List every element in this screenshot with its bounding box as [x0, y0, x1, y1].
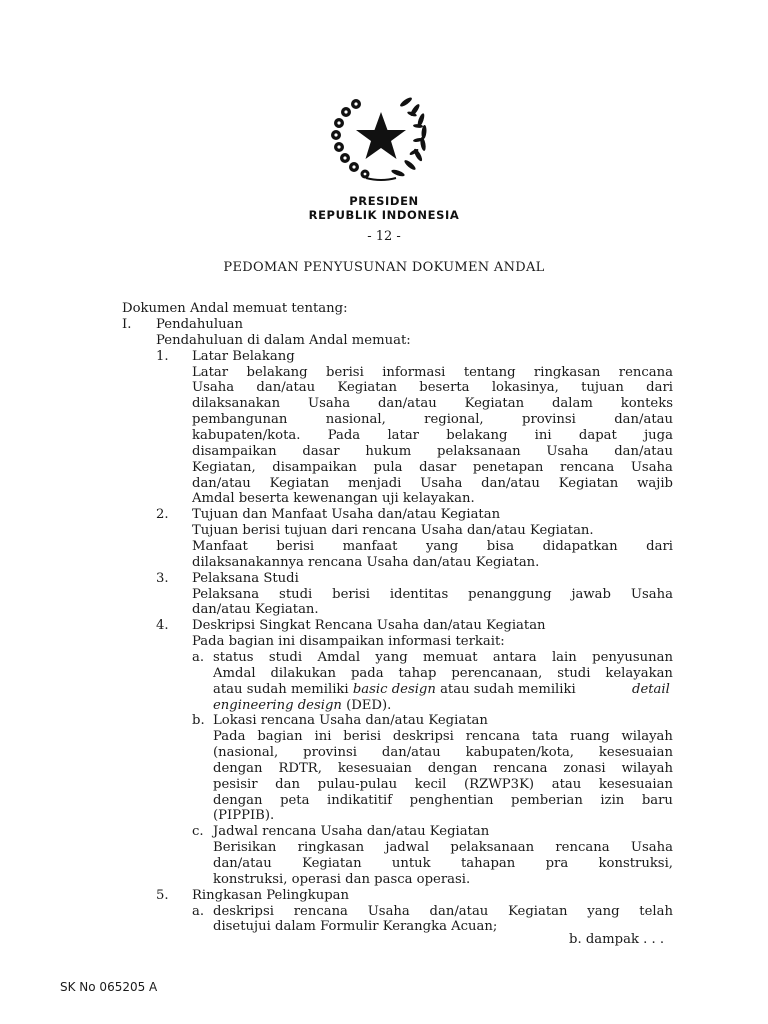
garuda-star-emblem-icon: [326, 90, 436, 185]
word: provinsi: [522, 412, 576, 427]
word: belakang: [446, 428, 508, 443]
word: konteks: [620, 396, 673, 411]
word: baru: [641, 793, 673, 808]
paragraph-line: dan/atau Kegiatan.: [192, 602, 319, 617]
word: beserta: [419, 380, 470, 395]
word: dalam: [551, 396, 593, 411]
paragraph-line: [213, 793, 673, 809]
word: berisi: [343, 729, 382, 744]
word: Pada: [327, 428, 361, 443]
word: kecil: [414, 777, 447, 792]
word: perencanaan,: [451, 666, 543, 681]
word: berisi: [326, 365, 364, 380]
word: zonasi: [563, 761, 606, 776]
word: ini: [534, 428, 552, 443]
word: bagian: [257, 729, 303, 744]
word: provinsi: [303, 745, 357, 760]
word: Amdal: [317, 650, 361, 665]
word: belakang: [246, 365, 308, 380]
item-number: 4.: [156, 618, 169, 633]
word: penetapan: [472, 460, 544, 475]
word: dari: [646, 380, 673, 395]
subitem-title: Lokasi rencana Usaha dan/atau Kegiatan: [213, 713, 488, 728]
paragraph-line: (PIPPIB).: [213, 808, 275, 823]
paragraph-line: [213, 745, 673, 761]
word: deskripsi: [213, 904, 274, 919]
word: latar: [387, 428, 419, 443]
item-number: 5.: [156, 888, 169, 903]
item-title: Ringkasan Pelingkupan: [192, 888, 349, 903]
paragraph-line: [192, 476, 673, 492]
paragraph-line: engineering design (DED).: [213, 698, 392, 713]
paragraph-line: [213, 840, 673, 856]
word: deskripsi: [392, 729, 454, 744]
subitem-letter: c.: [192, 824, 204, 839]
word: telah: [639, 904, 673, 919]
paragraph-line: [192, 444, 673, 460]
word: Kegiatan: [508, 904, 568, 919]
item-lead: Pada bagian ini disampaikan informasi terkait:: [192, 634, 505, 649]
paragraph-line: [192, 539, 673, 555]
paragraph-line: [213, 856, 673, 872]
word: tata: [531, 729, 559, 744]
word: dan/atau: [481, 476, 540, 491]
word: pemberian: [511, 793, 583, 808]
word: Kegiatan: [558, 476, 619, 491]
section-title: Pendahuluan: [156, 317, 243, 332]
word: didapatkan: [542, 539, 618, 554]
word: dan/atau: [614, 444, 673, 459]
word: dari: [646, 539, 673, 554]
word: rencana: [555, 840, 610, 855]
word: Amdal: [213, 666, 256, 681]
section-number: I.: [122, 317, 132, 332]
paragraph-line: [192, 365, 673, 381]
word: yang: [425, 539, 459, 554]
basic-design-term: basic design: [352, 682, 436, 697]
word: dan: [275, 777, 300, 792]
item-title: Pelaksana Studi: [192, 571, 299, 586]
word: dan/atau: [381, 745, 441, 760]
intro-text: Dokumen Andal memuat tentang:: [122, 301, 348, 316]
word: pesisir: [213, 777, 258, 792]
word: pelaksanaan: [450, 840, 535, 855]
item-title: Deskripsi Singkat Rencana Usaha dan/atau Kegiatan: [192, 618, 546, 633]
paragraph-line: [192, 412, 673, 428]
word: pulau-pulau: [317, 777, 398, 792]
word: studi: [279, 587, 313, 602]
word: dan/atau: [377, 396, 437, 411]
word: regional,: [424, 412, 484, 427]
word: bisa: [486, 539, 515, 554]
word: (RZWP3K): [464, 777, 535, 792]
word: Berisikan: [213, 840, 277, 855]
word: nasional,: [325, 412, 386, 427]
word: lain: [551, 650, 577, 665]
word: disampaikan: [272, 460, 357, 475]
word: atau: [551, 777, 582, 792]
word: peta: [280, 793, 310, 808]
word: rencana: [560, 460, 615, 475]
subitem-title: Jadwal rencana Usaha dan/atau Kegiatan: [213, 824, 490, 839]
word: rencana: [465, 729, 520, 744]
paragraph-line: [213, 729, 673, 745]
word: Manfaat: [192, 539, 248, 554]
word: Latar: [192, 365, 229, 380]
word: dan/atau: [192, 476, 251, 491]
paragraph-line: Tujuan berisi tujuan dari rencana Usaha dan/atau Kegiatan.: [192, 523, 594, 538]
paragraph-line: konstruksi, operasi dan pasca operasi.: [213, 872, 471, 887]
word: Kegiatan: [337, 380, 397, 395]
paragraph-line: [213, 761, 673, 777]
item-title: Tujuan dan Manfaat Usaha dan/atau Kegiatan: [192, 507, 501, 522]
word: disampaikan: [192, 444, 277, 459]
word: jadwal: [385, 840, 430, 855]
subitem-letter: b.: [192, 713, 205, 728]
word: manfaat: [342, 539, 398, 554]
paragraph-line: dilaksanakannya rencana Usaha dan/atau Kegiatan.: [192, 555, 540, 570]
word: dengan: [427, 761, 478, 776]
word: Usaha: [546, 444, 589, 459]
word: penyusunan: [592, 650, 673, 665]
word: penanggung: [468, 587, 552, 602]
word: ringkasan: [533, 365, 601, 380]
item-number: 2.: [156, 507, 169, 522]
paragraph-line: [213, 777, 673, 793]
word: Kegiatan: [302, 856, 362, 871]
word: pelaksanaan: [437, 444, 521, 459]
item-title: Latar Belakang: [192, 349, 295, 364]
paragraph-line: disetujui dalam Formulir Kerangka Acuan;: [213, 919, 498, 934]
paragraph-line: atau sudah memiliki basic design atau sudah memiliki: [213, 682, 576, 697]
item-number: 3.: [156, 571, 169, 586]
paragraph-line: [213, 666, 673, 682]
header-republic: REPUBLIK INDONESIA: [308, 208, 460, 222]
word: status: [213, 650, 254, 665]
word: rencana: [618, 365, 673, 380]
word: ruang: [570, 729, 610, 744]
word: Usaha: [630, 460, 673, 475]
word: dan/atau: [256, 380, 316, 395]
paragraph-line: [192, 428, 673, 444]
subitem-letter: a.: [192, 650, 205, 665]
word: Pelaksana: [192, 587, 260, 602]
word: kabupaten/kota.: [192, 428, 301, 443]
paragraph-line: [213, 904, 673, 920]
word: pra: [545, 856, 569, 871]
word: wilayah: [621, 729, 673, 744]
word: Usaha: [307, 396, 351, 411]
word: tentang: [463, 365, 516, 380]
word: Kegiatan: [464, 396, 525, 411]
word: antara: [492, 650, 537, 665]
word: berisi: [276, 539, 315, 554]
word: wilayah: [621, 761, 673, 776]
word: pada: [350, 666, 384, 681]
word: Usaha: [192, 380, 235, 395]
word: rencana: [493, 761, 548, 776]
subitem-letter: a.: [192, 904, 205, 919]
word: kesesuaian: [337, 761, 412, 776]
word: kesesuaian: [598, 745, 673, 760]
word: pula: [373, 460, 403, 475]
word: tahapan: [460, 856, 516, 871]
word: studi: [557, 666, 591, 681]
word: lokasinya,: [491, 380, 559, 395]
word: ini: [314, 729, 332, 744]
word: informasi: [382, 365, 446, 380]
word: dan/atau: [429, 904, 489, 919]
word: indikatitif: [327, 793, 393, 808]
word: jawab: [571, 587, 611, 602]
word: dapat: [578, 428, 617, 443]
word: dasar: [419, 460, 457, 475]
word: dilakukan: [270, 666, 337, 681]
word: Pada: [213, 729, 246, 744]
word: dilaksanakan: [192, 396, 281, 411]
paragraph-line: Amdal beserta kewenangan uji kelayakan.: [192, 491, 475, 506]
word: Kegiatan: [269, 476, 330, 491]
word: Usaha: [630, 587, 673, 602]
word: tahap: [398, 666, 437, 681]
continuation-marker: b. dampak . . .: [569, 932, 665, 947]
word: menjadi: [347, 476, 402, 491]
word: studi: [268, 650, 303, 665]
word: RDTR,: [278, 761, 322, 776]
footer-sk-number: SK No 065205 A: [60, 980, 158, 994]
word: tujuan: [581, 380, 624, 395]
word: yang: [587, 904, 620, 919]
word: berisi: [332, 587, 370, 602]
word: kesesuaian: [598, 777, 673, 792]
word: kabupaten/kota,: [465, 745, 574, 760]
word: Kegiatan,: [192, 460, 256, 475]
word: rencana: [293, 904, 348, 919]
word: dengan: [213, 793, 263, 808]
word: ringkasan: [297, 840, 365, 855]
word: Usaha: [420, 476, 463, 491]
word: identitas: [389, 587, 449, 602]
word: juga: [644, 428, 673, 443]
section-lead: Pendahuluan di dalam Andal memuat:: [156, 333, 411, 348]
paragraph-line: [192, 460, 673, 476]
word: pembangunan: [192, 412, 288, 427]
word: yang: [375, 650, 408, 665]
word: wajib: [637, 476, 673, 491]
word: hukum: [365, 444, 412, 459]
word: untuk: [391, 856, 431, 871]
paragraph-line: [192, 396, 673, 412]
paragraph-line: [192, 380, 673, 396]
word: dan/atau: [213, 856, 272, 871]
word: dan/atau: [614, 412, 673, 427]
word: (nasional,: [213, 745, 279, 760]
word: Usaha: [367, 904, 410, 919]
header-president: PRESIDEN: [349, 194, 419, 208]
page-number: - 12 -: [367, 229, 401, 244]
word: dengan: [213, 761, 263, 776]
document-title: PEDOMAN PENYUSUNAN DOKUMEN ANDAL: [223, 260, 545, 275]
item-number: 1.: [156, 349, 169, 364]
word: penghentian: [409, 793, 494, 808]
engineering-design-term: engineering design: [213, 698, 342, 713]
word: memuat: [423, 650, 478, 665]
word: dasar: [302, 444, 340, 459]
paragraph-line: [192, 587, 673, 603]
paragraph-line: [213, 650, 673, 666]
word: izin: [600, 793, 625, 808]
word: konstruksi,: [598, 856, 673, 871]
detail-term: detail: [632, 682, 670, 697]
word: kelayakan: [605, 666, 673, 681]
word: Usaha: [630, 840, 673, 855]
